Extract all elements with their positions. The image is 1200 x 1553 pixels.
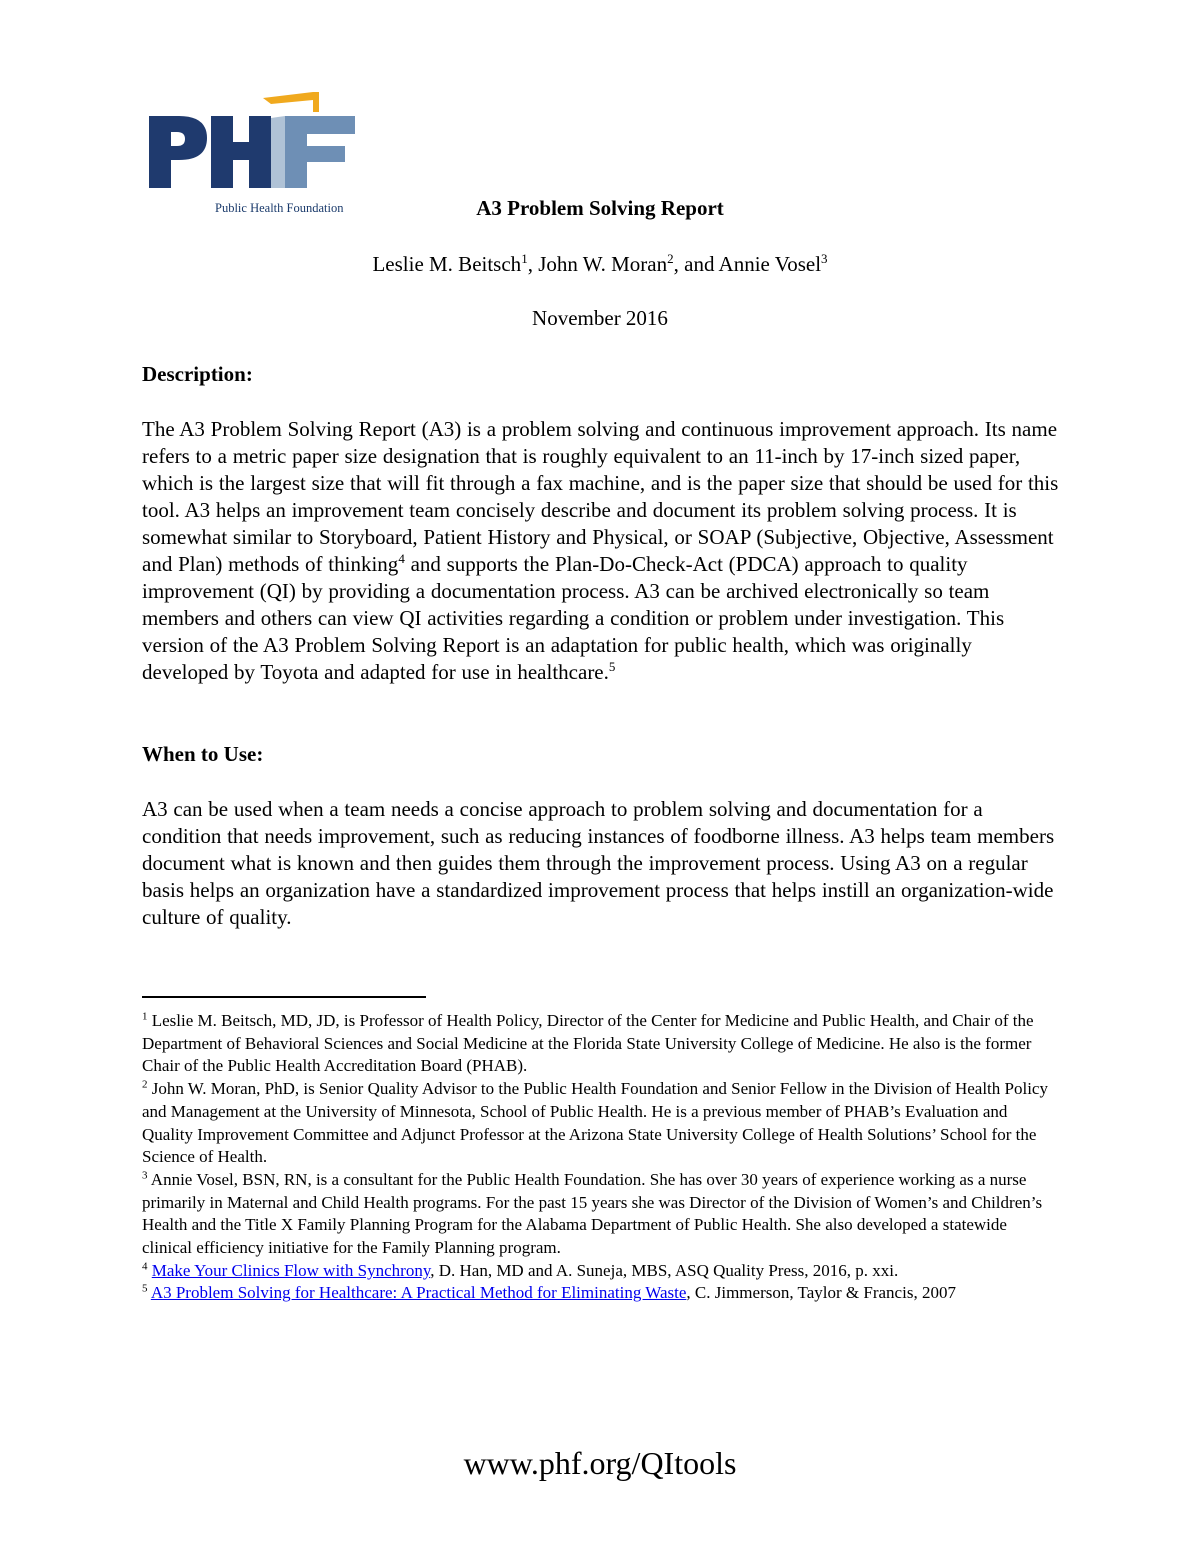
footnote-ref: 5 <box>608 659 616 674</box>
footnote-number: 3 <box>142 1169 148 1182</box>
footnote-4 <box>142 1260 1058 1283</box>
footnote-3 <box>142 1169 1058 1260</box>
author-name: John W. Moran <box>538 252 668 276</box>
author-line <box>0 252 1200 277</box>
footnote-text: , C. Jimmerson, Taylor & Francis, 2007 <box>686 1283 956 1303</box>
footnote-separator <box>142 996 426 998</box>
publication-date: November 2016 <box>532 306 668 330</box>
footnote-text: , D. Han, MD and A. Suneja, MBS, ASQ Quality Press, 2016, p. xxi. <box>430 1260 899 1280</box>
description-text-part: The A3 Problem Solving Report (A3) is a problem solving and continuous improvement approach. Its name refers to a metric paper size designation that is roughly equivalent to an 11-inch by 17-inch sized paper, which is the largest size that will fit through a fax machine, and is the paper size that should be used for this tool. A3 helps an improvement team concisely describe and document its problem solving process. It is somewhat similar to Storyboard, Patient History and Physical, or SOAP (Subjective, Objective, Assessment and Plan) methods of thinking <box>142 417 1059 576</box>
footer-url: www.phf.org/QItools <box>463 1445 737 1481</box>
footnote-number: 2 <box>142 1078 148 1091</box>
when-to-use-paragraph: A3 can be used when a team needs a concise approach to problem solving and documentation for a condition that needs improvement, such as reducing instances of foodborne illness. A3 helps team members document what is known and then guides them through the improvement process. Using A3 on a regular basis helps an organization have a standardized improvement process that helps instill an organization-wide culture of quality. <box>142 797 1055 929</box>
description-paragraph <box>142 416 1062 686</box>
footnote-link[interactable]: A3 Problem Solving for Healthcare: A Practical Method for Eliminating Waste <box>150 1283 687 1303</box>
author-separator: , <box>527 252 539 276</box>
author-footnote-ref: 2 <box>667 251 674 266</box>
footnote-1 <box>142 1010 1058 1078</box>
footnote-number: 4 <box>142 1260 148 1273</box>
author-separator: , and <box>673 252 719 276</box>
footnote-text: John W. Moran, PhD, is Senior Quality Advisor to the Public Health Foundation and Senior Fellow in the Division of Health Policy and Management at the University of Minnesota, School of Public Health. He is a previous member of PHAB’s Evaluation and Quality Improvement Committee and Adjunct Professor at the Arizona State University College of Health Solutions’ School for the Science of Health. <box>142 1079 1048 1167</box>
author-footnote-ref: 1 <box>521 251 528 266</box>
author-name: Leslie M. Beitsch <box>372 252 522 276</box>
footnotes <box>142 1010 1058 1305</box>
document-title: A3 Problem Solving Report <box>476 196 724 220</box>
footnote-link[interactable]: Make Your Clinics Flow with Synchrony <box>151 1260 431 1280</box>
author-name: Annie Vosel <box>718 252 822 276</box>
logo-caption: Public Health Foundation <box>215 201 344 215</box>
footnote-text: Annie Vosel, BSN, RN, is a consultant for the Public Health Foundation. She has over 30 years of experience working as a nurse primarily in Maternal and Child Health programs. For the past 15 years she was Director of the Division of Women’s and Children’s Health and the Title X Family Planning Program for the Alabama Department of Public Health. She also developed a statewide clinical efficiency initiative for the Family Planning program. <box>142 1169 1043 1258</box>
when-to-use-heading: When to Use: <box>142 742 264 766</box>
footnote-text: Leslie M. Beitsch, MD, JD, is Professor of Health Policy, Director of the Center for Medicine and Public Health, and Chair of the Department of Behavioral Sciences and Social Medicine at the Florida State University College of Medicine. He also is the former Chair of the Public Health Accreditation Board (PHAB). <box>142 1011 1034 1076</box>
footnote-5 <box>142 1282 1058 1305</box>
description-heading: Description: <box>142 362 253 386</box>
footnote-2 <box>142 1078 1058 1169</box>
author-footnote-ref: 3 <box>821 251 828 266</box>
footnote-number: 5 <box>142 1282 148 1295</box>
description-text-part: and supports the Plan-Do-Check-Act (PDCA) approach to quality improvement (QI) by providing a documentation process. A3 can be archived electronically so team members and others can view QI activities regarding a condition or problem under investigation. This version of the A3 Problem Solving Report is an adaptation for public health, which was originally developed by Toyota and adapted for use in healthcare. <box>142 552 1005 684</box>
footnote-ref: 4 <box>398 551 405 566</box>
footnote-number: 1 <box>142 1010 148 1023</box>
